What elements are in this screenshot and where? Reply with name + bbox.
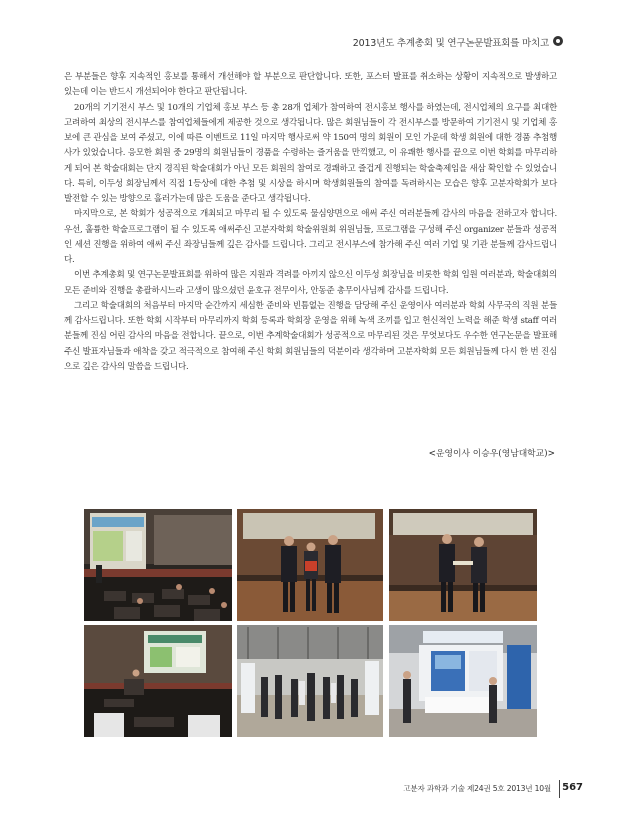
header-title: 2013년도 추계총회 및 연구논문발표회를 마치고 — [352, 38, 549, 49]
photo-icon — [84, 509, 232, 621]
award-ceremony-photo — [237, 509, 383, 621]
page-footer — [0, 775, 621, 805]
photo-icon — [389, 509, 537, 621]
photo-icon — [84, 625, 232, 737]
lecture-hall-photo — [84, 509, 232, 621]
photo-icon — [389, 625, 537, 737]
page-number: 567 — [562, 782, 583, 793]
article-body — [64, 70, 557, 375]
paragraph: 이번 추계총회 및 연구논문발표회를 위하여 많은 지원과 격려를 아끼지 않으신 이두성 회장님을 비롯한 학회 임원 여러분과, 학술대회의 모든 준비와 진행을 총괄하시느라 고생이 많으셨던 윤호규 전무이사, 안동준 총무이사님께 감사를 드립니다. — [64, 270, 557, 296]
author-signature: <운영이사 이승우(영남대학교)> — [428, 449, 555, 459]
exhibition-booth-photo — [389, 625, 537, 737]
footer-divider — [559, 780, 560, 798]
photo-icon — [237, 625, 383, 737]
paragraph: 은 부분들은 향후 지속적인 홍보를 통해서 개선해야 할 부분으로 판단합니다. 또한, 포스터 발표를 취소하는 상황이 지속적으로 발생하고 있는데 이는 반드시 개선되어야 한다고 판단됩니다. — [64, 72, 557, 98]
running-header — [0, 0, 621, 60]
photo-grid — [84, 509, 537, 737]
paragraph: 20개의 기기전시 부스 및 10개의 기업체 홍보 부스 등 총 28개 업체가 참여하여 전시홍보 행사를 하였는데, 전시업체의 요구를 최대한 고려하여 최상의 전시부스를 참여업체들에게 제공한 것으로 생각됩니다. 많은 회원님들이 각 전시부스를 방문하여 기기전시 및 기업체 홍보에 큰 관심을 보여 주셨고, 이에 따른 이벤트로 11일 마지막 행사로써 약 150여 명의 회원이 모인 가운데 학생 회원에 대한 경품 추첨행사가 있었습니다. 응모한 회원 중 29명의 회원님들이 경품을 수령하는 즐거움을 만끽했고, 이 유쾌한 행사를 끝으로 이번 학회를 마무리하게 되어 본 학술대회는 단지 경직된 학술대회가 아닌 모든 회원의 참여로 경쾌하고 즐겁게 진행되는 학술축제임을 새삼 확인할 수 있었습니다. 특히, 이두성 회장님께서 직접 1등상에 대한 추첨 및 시상을 하시며 학생회원들의 참여를 독려하시는 모습은 향후 고분자학회가 보다 발전할 수 있는 방향으로 흘러가는데 많은 도움을 준다고 생각됩니다. — [64, 102, 557, 204]
paragraph: 마지막으로, 본 학회가 성공적으로 개최되고 마무리 될 수 있도록 물심양면으로 애써 주신 여러분들께 감사의 마음을 전하고자 합니다. 우선, 훌륭한 학술프로그램이 될 수 있도록 애써주신 고분자학회 학술위원회 위원님들, 프로그램을 구성해 주신 organizer 분들과 성공적인 세션 진행을 위하여 애써 주신 좌장님들께 깊은 감사를 드립니다. 그리고 전시부스에 참가해 주신 여러 기업 및 기관 분들께 감사드립니다. — [64, 209, 557, 265]
paragraph: 그리고 학술대회의 처음부터 마지막 순간까지 세심한 준비와 빈틈없는 진행을 담당해 주신 운영이사 여러분과 학회 사무국의 직원 분들께 감사드립니다. 또한 학회 시작부터 마무리까지 학회 등록과 학회장 운영을 위해 녹색 조끼를 입고 헌신적인 노력을 해준 학생 staff 여러분들께 진심 어린 감사의 마음을 전합니다. 끝으로, 이번 추계학술대회가 성공적으로 마무리된 것은 무엇보다도 우수한 연구논문을 발표해 주신 발표자님들과 애착을 갖고 적극적으로 참여해 주신 학회 회원님들의 덕분이라 생각하며 고분자학회 모든 회원님들께 다시 한 번 진심으로 깊은 감사의 말씀을 드립니다. — [64, 300, 557, 372]
journal-citation: 고분자 과학과 기술 제24권 5호 2013년 10월 — [403, 784, 551, 793]
photo-icon — [237, 509, 383, 621]
presentation-session-photo — [84, 625, 232, 737]
circle-bullet-icon — [553, 36, 563, 46]
award-handshake-photo — [389, 509, 537, 621]
poster-hall-photo — [237, 625, 383, 737]
